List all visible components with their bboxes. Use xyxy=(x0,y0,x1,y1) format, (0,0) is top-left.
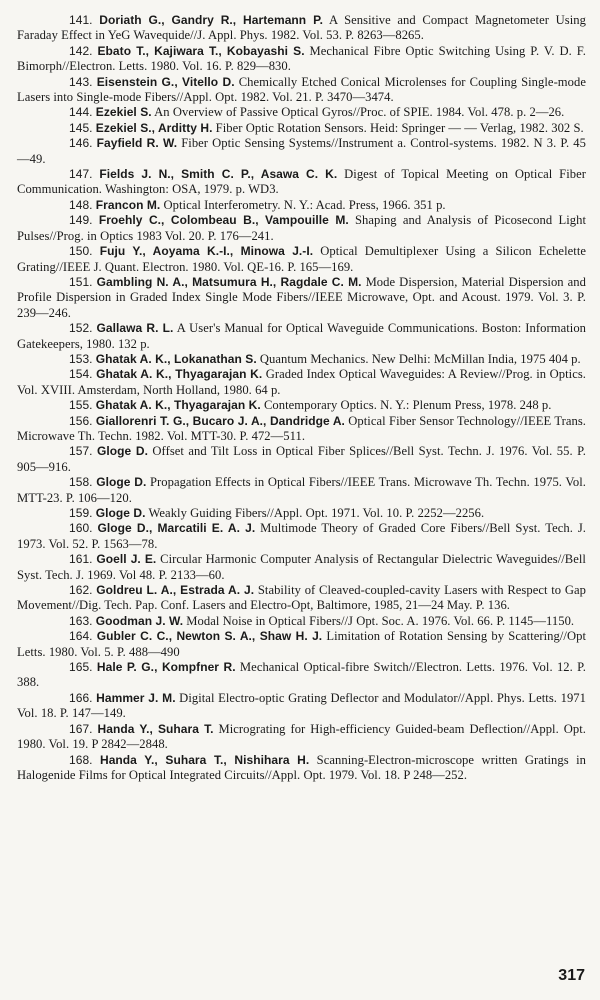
reference-text: A Sensitive and Compact Magnetometer Using Faraday Effect in YeG Wavequide//J. Appl. Phys. 1982. Vol. 53. P. 8263—8265. xyxy=(17,13,587,43)
reference-authors: Ghatak A. K., Thyagarajan K. xyxy=(96,367,263,382)
reference-authors: Gloge D. xyxy=(97,444,148,459)
reference-number: 145. xyxy=(69,120,93,135)
reference-entry xyxy=(17,367,586,398)
reference-text: Scanning-Electron-microscope written Gratings in Halogenide Films for Optical Integrated Circuits//Appl. Opt. 1979. Vol. 18. P 248—252. xyxy=(17,752,586,782)
reference-text: Contemporary Optics. N. Y.: Plenum Press, 1978. 248 p. xyxy=(260,398,552,413)
page-number: 317 xyxy=(558,967,585,984)
reference-text: Mechanical Optical-fibre Switch//Electron. Letts. 1976. Vol. 12. P. 388. xyxy=(17,660,587,690)
reference-number: 144. xyxy=(69,105,93,120)
reference-number: 141. xyxy=(69,13,93,27)
reference-text: Shaping and Analysis of Picosecond Light Pulses//Prog. in Optics 1983 Vol. 20. P. 176—241. xyxy=(17,213,586,243)
reference-authors: Hammer J. M. xyxy=(96,690,176,705)
reference-number: 152. xyxy=(69,321,93,336)
reference-text: Optical Fiber Sensor Technology//IEEE Trans. Microwave Th. Techn. 1982. Vol. MTT-30. P. 472—511. xyxy=(17,413,587,443)
reference-entry xyxy=(17,552,586,583)
reference-text: Mechanical Fibre Optic Switching Using P. V. D. F. Bimorph//Electron. Letts. 1980. Vol. 16. P. 829—830. xyxy=(17,43,586,74)
reference-text: Stability of Cleaved-coupled-cavity Lasers with Respect to Gap Movement//Dig. Tech. Pap. Conf. Lasers and Electro-Opt, Baltimore, 1985, 21—24 May. P. 136. xyxy=(17,583,587,613)
reference-number: 150. xyxy=(69,244,93,259)
reference-number: 166. xyxy=(69,690,93,705)
reference-number: 164. xyxy=(69,629,93,644)
reference-entry xyxy=(17,321,586,352)
reference-number: 165. xyxy=(69,660,93,675)
reference-authors: Gubler C. C., Newton S. A., Shaw H. J. xyxy=(96,629,323,644)
reference-text: Graded Index Optical Waveguides: A Review//Prog. in Optics. Vol. XVIII. Amsterdam, North Holland, 1980. 64 p. xyxy=(17,367,587,397)
reference-number: 155. xyxy=(69,398,93,413)
reference-entry xyxy=(17,753,586,784)
reference-authors: Francon M. xyxy=(95,197,161,212)
reference-entry xyxy=(17,506,586,521)
reference-entry xyxy=(17,213,586,244)
reference-text: Modal Noise in Optical Fibers//J Opt. Soc. A. 1976. Vol. 66. P. 1145—1150. xyxy=(183,613,575,628)
reference-text: Digest of Topical Meeting on Optical Fiber Communication. Washington: OSA, 1979. p. WD3. xyxy=(17,167,586,197)
reference-text: Fiber Optic Rotation Sensors. Heid: Springer — — Verlag, 1982. 302 S. xyxy=(212,120,584,135)
reference-entry xyxy=(17,198,586,213)
reference-number: 159. xyxy=(69,506,93,520)
reference-authors: Gloge D. xyxy=(95,506,146,520)
reference-entry xyxy=(17,722,586,753)
reference-text: Limitation of Rotation Sensing by Scattering//Opt Letts. 1980. Vol. 5. P. 488—490 xyxy=(17,629,587,659)
reference-authors: Ghatak A. K., Thyagarajan K. xyxy=(95,398,261,413)
reference-text: Weakly Guiding Fibers//Appl. Opt. 1971. Vol. 10. P. 2252—2256. xyxy=(145,506,485,520)
reference-number: 168. xyxy=(69,752,93,767)
reference-number: 158. xyxy=(69,475,93,490)
reference-number: 162. xyxy=(69,583,93,598)
reference-list xyxy=(17,13,586,783)
reference-text: Chemically Etched Conical Microlenses for Coupling Single-mode Lasers into Single-mode Fibers//Appl. Opt. 1982. Vol. 21. P. 3470—3474. xyxy=(17,74,586,105)
reference-entry xyxy=(17,75,586,106)
reference-authors: Eisenstein G., Vitello D. xyxy=(96,74,235,89)
reference-entry xyxy=(17,475,586,506)
reference-text: A User's Manual for Optical Waveguide Communications. Boston: Information Gatekeepers, 1980. 132 p. xyxy=(17,321,587,351)
reference-number: 161. xyxy=(69,552,93,567)
reference-entry xyxy=(17,105,586,120)
reference-text: Optical Interferometry. N. Y.: Acad. Press, 1966. 351 p. xyxy=(160,197,446,212)
reference-authors: Handa Y., Suhara T. xyxy=(97,721,214,736)
reference-number: 154. xyxy=(69,367,93,382)
reference-text: Optical Demultiplexer Using a Silicon Echelette Grating//IEEE J. Quant. Electron. 1980. Vol. QE-16. P. 165—169. xyxy=(17,244,587,274)
reference-number: 148. xyxy=(69,197,93,212)
reference-entry xyxy=(17,521,586,552)
reference-entry xyxy=(17,629,586,660)
reference-authors: Hale P. G., Kompfner R. xyxy=(96,660,236,675)
reference-text: Mode Dispersion, Material Dispersion and Profile Dispersion in Graded Index Single Mode Fibers//IEEE Microwave, Opt. and Acoust. 1979. Vol. 3. P. 239—246. xyxy=(17,274,587,320)
reference-entry xyxy=(17,583,586,614)
reference-authors: Gloge D., Marcatili E. A. J. xyxy=(97,521,256,536)
reference-entry xyxy=(17,352,586,367)
reference-text: An Overview of Passive Optical Gyros//Proc. of SPIE. 1984. Vol. 478. p. 2—26. xyxy=(151,105,565,120)
reference-number: 147. xyxy=(69,167,93,182)
reference-text: Offset and Tilt Loss in Optical Fiber Splices//Bell Syst. Techn. J. 1976. Vol. 55. P. 905—916. xyxy=(17,444,586,474)
reference-number: 160. xyxy=(69,521,93,536)
reference-entry xyxy=(17,414,586,445)
reference-text: Circular Harmonic Computer Analysis of Rectangular Dielectric Waveguides//Bell Syst. Tech. J. 1969. Vol 48. P. 2133—60. xyxy=(17,552,586,582)
reference-authors: Gloge D. xyxy=(96,475,147,490)
reference-number: 157. xyxy=(69,444,93,459)
reference-text: Propagation Effects in Optical Fibers//IEEE Trans. Microwave Th. Techn. 1975. Vol. MTT-23. P. 106—120. xyxy=(17,475,586,505)
reference-number: 163. xyxy=(69,613,93,628)
reference-text: Fiber Optic Sensing Systems//Instrument a. Control-systems. 1982. N 3. P. 45—49. xyxy=(17,136,587,166)
reference-authors: Handa Y., Suhara T., Nishihara H. xyxy=(99,752,310,767)
reference-number: 151. xyxy=(69,274,93,289)
reference-entry xyxy=(17,614,586,629)
reference-entry xyxy=(17,167,586,198)
reference-authors: Froehly C., Colombeau B., Vampouille M. xyxy=(98,213,349,228)
reference-entry xyxy=(17,121,586,136)
reference-authors: Giallorenri T. G., Bucaro J. A., Dandridge A. xyxy=(95,413,345,428)
reference-entry xyxy=(17,275,586,321)
reference-authors: Ezekiel S. xyxy=(95,105,152,120)
reference-number: 146. xyxy=(69,136,93,151)
reference-authors: Goldreu L. A., Estrada A. J. xyxy=(96,583,255,598)
reference-entry xyxy=(17,660,586,691)
reference-entry xyxy=(17,398,586,413)
reference-authors: Goodman J. W. xyxy=(95,613,184,628)
reference-authors: Gambling N. A., Matsumura H., Ragdale C. M. xyxy=(96,274,362,289)
reference-authors: Fields J. N., Smith C. P., Asawa C. K. xyxy=(99,167,338,182)
reference-authors: Goell J. E. xyxy=(96,552,157,567)
reference-authors: Ebato T., Kajiwara T., Kobayashi S. xyxy=(97,43,305,58)
reference-number: 142. xyxy=(69,43,93,58)
reference-number: 167. xyxy=(69,721,93,736)
reference-authors: Ezekiel S., Arditty H. xyxy=(95,120,213,135)
reference-entry xyxy=(17,691,586,722)
reference-authors: Ghatak A. K., Lokanathan S. xyxy=(95,351,257,366)
reference-entry xyxy=(17,136,586,167)
reference-authors: Fuju Y., Aoyama K.-I., Minowa J.-I. xyxy=(99,244,314,259)
reference-text: Digital Electro-optic Grating Deflector and Modulator//Appl. Phys. Letts. 1971 Vol. 18. P. 147—149. xyxy=(17,690,586,721)
reference-authors: Gallawa R. L. xyxy=(96,321,174,336)
reference-entry xyxy=(17,444,586,475)
reference-text: Micrograting for High-efficiency Guided-beam Deflection//Appl. Opt. 1980. Vol. 19. P 2842—2848. xyxy=(17,721,586,752)
reference-number: 143. xyxy=(69,74,93,89)
reference-number: 149. xyxy=(69,213,93,228)
reference-number: 156. xyxy=(69,413,93,428)
reference-entry xyxy=(17,13,586,44)
reference-entry xyxy=(17,244,586,275)
reference-entry xyxy=(17,44,586,75)
reference-text: Multimode Theory of Graded Core Fibers//Bell Syst. Tech. J. 1973. Vol. 52. P. 1563—78. xyxy=(17,521,586,551)
reference-text: Quantum Mechanics. New Delhi: McMillan India, 1975 404 p. xyxy=(256,351,581,366)
reference-authors: Doriath G., Gandry R., Hartemann P. xyxy=(99,13,323,27)
reference-authors: Fayfield R. W. xyxy=(96,136,178,151)
reference-number: 153. xyxy=(69,351,93,366)
